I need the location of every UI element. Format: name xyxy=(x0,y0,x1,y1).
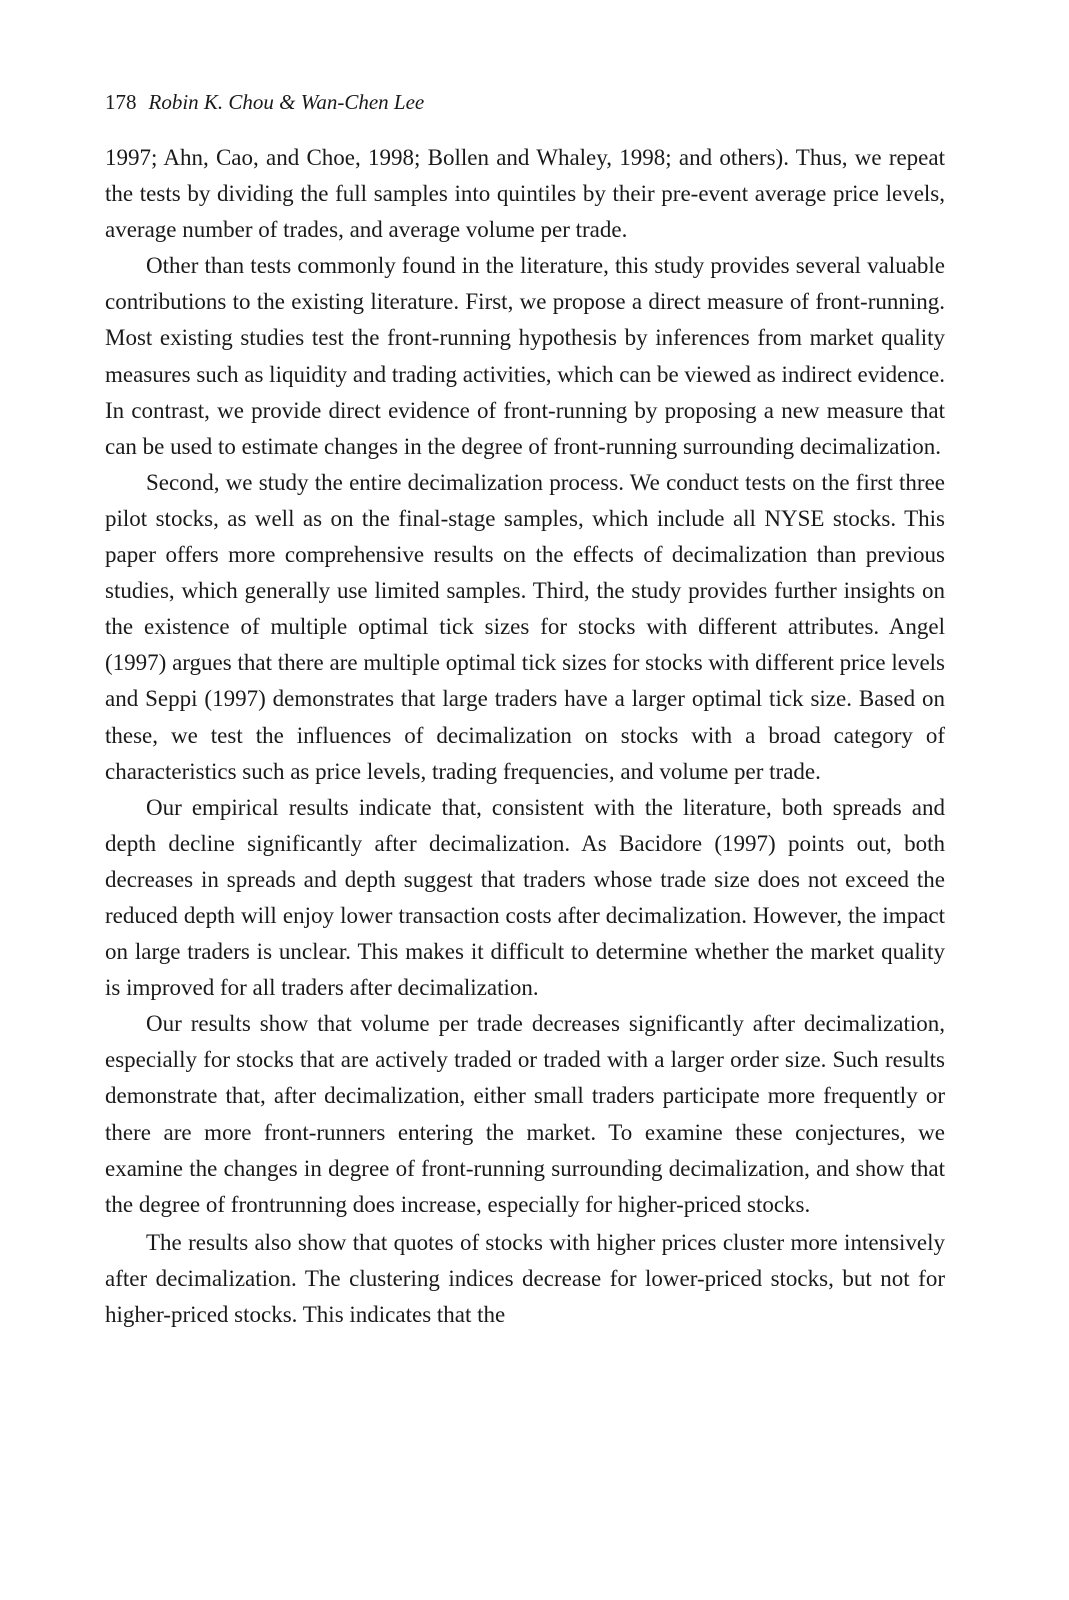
running-head-authors: Robin K. Chou & Wan-Chen Lee xyxy=(148,90,425,114)
paragraph-decimalization-process: Second, we study the entire decimalization process. We conduct tests on the first three pilot stocks, as well as on the final-stage samples, which include all NYSE stocks. This paper offers more comprehensive results on the effects of decimalization than previous studies, which generally use limited samples. Third, the study provides further insights on the existence of multiple optimal tick sizes for stocks with different attributes. Angel (1997) argues that there are multiple optimal tick sizes for stocks with different price levels and Seppi (1997) demonstrates that large traders have a larger optimal tick size. Based on these, we test the influences of decimalization on stocks with a broad category of characteristics such as price levels, trading frequencies, and volume per trade. xyxy=(105,469,945,784)
paragraph-volume-per-trade: Our results show that volume per trade decreases significantly after decimalization, especially for stocks that are actively traded or traded with a larger order size. Such results demonstrate that, after decimalization, either small traders participate more frequently or there are more front-runners entering the market. To examine these conjectures, we examine the changes in degree of front-running surrounding decimalization, and show that the degree of frontrunning does increase, especially for higher-priced stocks. xyxy=(105,1011,945,1217)
paragraph-continuation: 1997; Ahn, Cao, and Choe, 1998; Bollen and Whaley, 1998; and others). Thus, we repeat the tests by dividing the full samples into quintiles by their pre-event average price levels, average number of trades, and average volume per trade. xyxy=(105,145,945,243)
running-head xyxy=(105,86,945,118)
page-number: 178 xyxy=(105,90,137,114)
paragraph-empirical-results: Our empirical results indicate that, consistent with the literature, both spreads and depth decline significantly after decimalization. As Bacidore (1997) points out, both decreases in spreads and depth suggest that traders whose trade size does not exceed the reduced depth will enjoy lower transaction costs after decimalization. However, the impact on large traders is unclear. This makes it difficult to determine whether the market quality is improved for all traders after decimalization. xyxy=(105,794,945,1001)
paragraph-contributions: Other than tests commonly found in the literature, this study provides several valuable contributions to the existing literature. First, we propose a direct measure of front-running. Most existing studies test the front-running hypothesis by inferences from market quality measures such as liquidity and trading activities, which can be viewed as indirect evidence. In contrast, we provide direct evidence of front-running by proposing a new measure that can be used to estimate changes in the degree of front-running surrounding decimalization. xyxy=(105,253,945,459)
body-text xyxy=(105,140,945,1333)
paragraph-quote-clustering: The results also show that quotes of stocks with higher prices cluster more intensively after decimalization. The clustering indices decrease for lower-priced stocks, but not for higher-priced stocks. This indicates that the xyxy=(105,1229,945,1327)
page xyxy=(105,86,945,1333)
